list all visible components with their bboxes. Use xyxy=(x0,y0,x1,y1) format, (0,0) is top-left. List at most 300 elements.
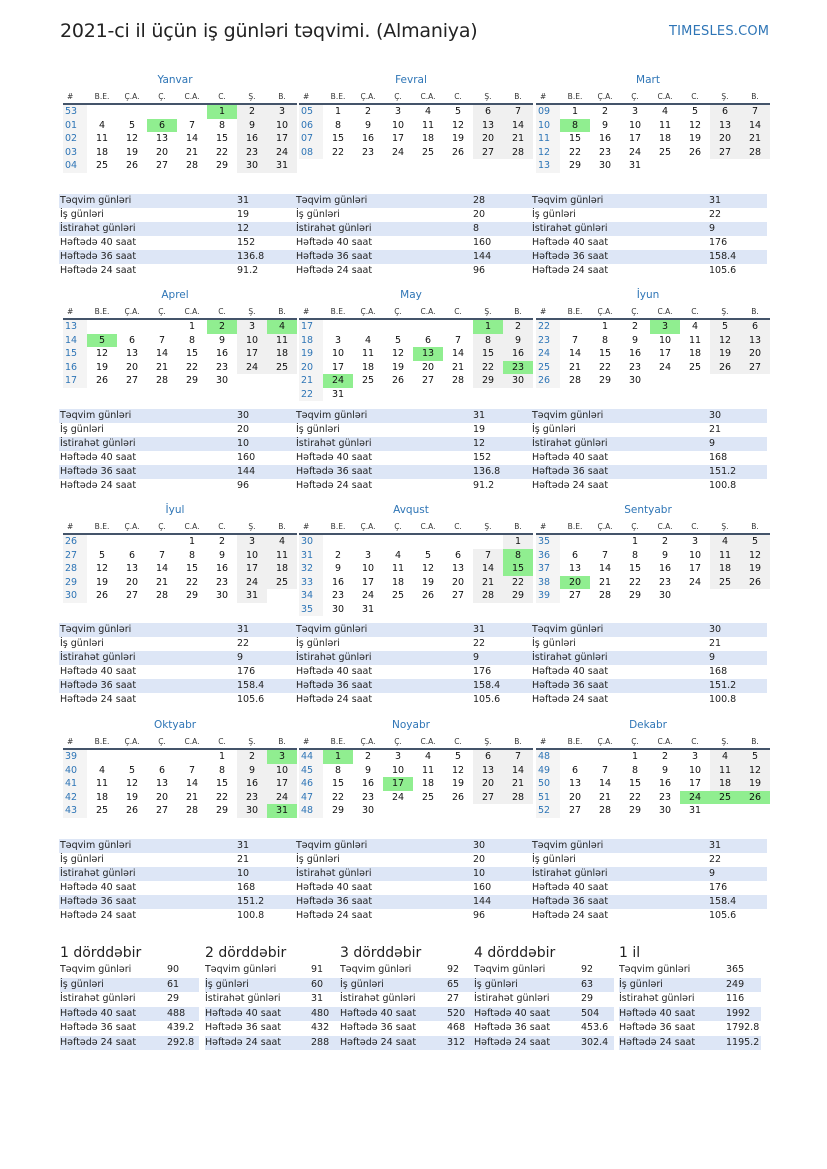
stat-label: Həftədə 40 saat xyxy=(296,237,373,248)
day-cell: 9 xyxy=(503,334,533,348)
quarter-label: İş günləri xyxy=(340,978,384,990)
day-cell: 5 xyxy=(454,751,462,762)
stat-value: 21 xyxy=(709,424,722,435)
day-cell: 18 xyxy=(710,777,740,791)
day-cell: 3 xyxy=(237,319,267,334)
day-cell: 31 xyxy=(361,603,375,615)
weekday-header: B. xyxy=(503,90,533,104)
week-number: 13 xyxy=(536,159,560,173)
week-number: 17 xyxy=(63,374,87,388)
day-cell: 10 xyxy=(267,119,297,133)
day-cell: 13 xyxy=(568,778,582,789)
stat-row xyxy=(295,409,531,423)
week-number: 48 xyxy=(299,804,323,818)
stat-row xyxy=(59,651,295,665)
day-cell: 22 xyxy=(185,361,199,373)
day-cell: 18 xyxy=(421,778,435,789)
week-number: 42 xyxy=(63,791,87,805)
day-cell: 17 xyxy=(331,361,345,373)
stat-label: Həftədə 24 saat xyxy=(532,265,609,276)
stat-value: 168 xyxy=(237,882,256,893)
day-cell: 10 xyxy=(267,764,297,778)
day-cell: 17 xyxy=(267,777,297,791)
month-name: Noyabr xyxy=(392,719,430,731)
month-6 xyxy=(536,286,760,388)
weekday-header: B. xyxy=(740,90,770,104)
day-cell: 16 xyxy=(361,778,375,789)
day-cell xyxy=(117,534,147,549)
weekday-header: Ç. xyxy=(620,90,650,104)
week-row xyxy=(63,374,297,388)
day-cell: 24 xyxy=(361,590,375,601)
day-cell: 3 xyxy=(334,334,342,346)
day-cell: 1 xyxy=(188,536,196,547)
day-cell: 26 xyxy=(391,375,405,386)
day-cell xyxy=(87,319,117,334)
day-cell: 22 xyxy=(215,791,229,803)
day-cell: 21 xyxy=(598,576,612,588)
stat-label: Həftədə 40 saat xyxy=(532,452,609,463)
stat-row xyxy=(295,867,531,881)
stat-row xyxy=(531,264,767,278)
weekday-header: C.A. xyxy=(177,90,207,104)
day-cell: 8 xyxy=(218,764,226,776)
month-9 xyxy=(536,501,760,603)
stat-row xyxy=(531,909,767,923)
week-row xyxy=(63,132,297,146)
weekday-header: Ç.A. xyxy=(590,735,620,749)
stat-row xyxy=(531,665,767,679)
day-cell: 28 xyxy=(451,375,465,386)
weekday-header: B. xyxy=(740,520,770,534)
weekday-header: Ç. xyxy=(147,90,177,104)
quarter-row xyxy=(205,963,343,978)
week-number: 02 xyxy=(63,132,87,146)
stat-label: İş günləri xyxy=(532,638,576,649)
month-table xyxy=(536,90,770,173)
day-cell: 30 xyxy=(658,805,672,816)
stat-row xyxy=(531,895,767,909)
week-number: 23 xyxy=(536,334,560,348)
week-number: 50 xyxy=(536,777,560,791)
month-stats xyxy=(295,409,531,493)
week-number: 07 xyxy=(299,132,323,146)
stat-row xyxy=(59,465,295,479)
stat-value: 136.8 xyxy=(473,466,501,477)
day-cell: 12 xyxy=(688,119,702,131)
day-cell: 15 xyxy=(503,562,533,576)
day-cell: 13 xyxy=(473,764,503,778)
day-cell: 7 xyxy=(188,119,196,131)
week-row xyxy=(536,119,770,133)
day-cell: 29 xyxy=(598,375,612,386)
quarter-value: 92 xyxy=(447,964,460,975)
stat-row xyxy=(531,194,767,208)
stat-value: 176 xyxy=(237,666,256,677)
quarter-value: 29 xyxy=(167,993,180,1004)
day-cell: 8 xyxy=(473,334,503,348)
day-cell: 5 xyxy=(740,749,770,764)
day-cell: 6 xyxy=(424,334,432,346)
day-cell xyxy=(147,749,177,764)
day-cell: 18 xyxy=(95,791,109,803)
quarter-label: İş günləri xyxy=(60,978,104,990)
week-number: 06 xyxy=(299,119,323,133)
stat-label: Təqvim günləri xyxy=(532,410,604,421)
stat-label: Həftədə 40 saat xyxy=(60,882,137,893)
stat-row xyxy=(295,881,531,895)
month-2 xyxy=(299,71,523,159)
weekday-header: Ç. xyxy=(620,520,650,534)
weekday-header: Ş. xyxy=(473,90,503,104)
weekday-header: # xyxy=(299,520,323,534)
day-cell: 22 xyxy=(503,576,533,590)
week-row xyxy=(299,764,533,778)
quarter-value: 90 xyxy=(167,964,180,975)
stat-label: Həftədə 40 saat xyxy=(296,452,373,463)
week-row xyxy=(536,777,770,791)
stat-label: İş günləri xyxy=(296,209,340,220)
day-cell xyxy=(117,749,147,764)
weekday-header: C. xyxy=(443,305,473,319)
day-cell: 17 xyxy=(267,132,297,146)
weekday-header: B.E. xyxy=(87,90,117,104)
day-cell: 27 xyxy=(473,146,503,160)
day-cell: 8 xyxy=(188,549,196,561)
quarter-label: Təqvim günləri xyxy=(619,964,691,975)
stat-row xyxy=(59,451,295,465)
day-cell: 14 xyxy=(568,348,582,359)
quarter-label: Həftədə 24 saat xyxy=(474,1036,551,1048)
weekday-header: C. xyxy=(443,90,473,104)
week-row xyxy=(536,159,770,173)
day-cell: 23 xyxy=(237,791,267,805)
day-cell: 22 xyxy=(331,146,345,158)
day-cell: 7 xyxy=(158,549,166,561)
quarter-label: Həftədə 36 saat xyxy=(619,1022,696,1033)
day-cell: 15 xyxy=(598,348,612,359)
quarter-row xyxy=(619,992,761,1007)
day-cell: 22 xyxy=(215,146,229,158)
weekday-header: B.E. xyxy=(323,735,353,749)
weekday-header: # xyxy=(299,90,323,104)
quarter-row xyxy=(60,963,199,978)
stat-value: 22 xyxy=(709,209,722,220)
site-link[interactable]: TIMESLES.COM xyxy=(669,24,770,39)
stat-row xyxy=(59,693,295,707)
quarter-label: İstirahət günləri xyxy=(619,993,695,1004)
day-cell: 11 xyxy=(710,764,740,778)
week-row xyxy=(299,589,533,603)
week-number: 52 xyxy=(536,804,560,818)
day-cell: 17 xyxy=(237,562,267,576)
day-cell: 30 xyxy=(215,375,229,386)
day-cell: 20 xyxy=(155,791,169,803)
stat-value: 100.8 xyxy=(709,694,737,705)
stat-value: 31 xyxy=(237,195,250,206)
quarter-value: 91 xyxy=(311,964,324,975)
week-number: 37 xyxy=(536,562,560,576)
week-number: 39 xyxy=(536,589,560,603)
day-cell: 20 xyxy=(155,146,169,158)
day-cell: 3 xyxy=(691,536,699,547)
quarter-label: Həftədə 24 saat xyxy=(205,1036,282,1048)
stat-value: 176 xyxy=(709,882,728,893)
stat-row xyxy=(295,451,531,465)
week-number: 51 xyxy=(536,791,560,805)
day-cell: 5 xyxy=(98,549,106,561)
quarter-value: 29 xyxy=(581,993,594,1004)
day-cell: 8 xyxy=(218,119,226,131)
day-cell: 14 xyxy=(473,562,503,576)
weekday-header: Ç. xyxy=(383,305,413,319)
weekday-header: Ş. xyxy=(473,305,503,319)
month-stats xyxy=(295,839,531,923)
week-row xyxy=(63,576,297,590)
day-cell: 17 xyxy=(237,347,267,361)
weekday-header: C. xyxy=(443,735,473,749)
month-name: Aprel xyxy=(161,289,189,301)
stat-label: Təqvim günləri xyxy=(60,195,132,206)
day-cell: 6 xyxy=(473,749,503,764)
day-cell xyxy=(413,388,443,402)
week-number: 39 xyxy=(63,749,87,764)
day-cell: 27 xyxy=(710,146,740,160)
day-cell: 11 xyxy=(710,549,740,563)
day-cell: 19 xyxy=(95,576,109,588)
day-cell: 25 xyxy=(267,361,297,375)
day-cell xyxy=(443,534,473,549)
stat-label: İş günləri xyxy=(532,424,576,435)
day-cell: 4 xyxy=(267,534,297,549)
day-cell: 2 xyxy=(364,751,372,762)
week-number: 40 xyxy=(63,764,87,778)
month-stats xyxy=(59,623,295,707)
week-row xyxy=(63,361,297,375)
stat-row xyxy=(59,679,295,693)
day-cell xyxy=(267,589,297,603)
weekday-header: Ç. xyxy=(147,520,177,534)
day-cell: 4 xyxy=(661,106,669,117)
month-name: Mart xyxy=(636,74,660,86)
week-row xyxy=(63,804,297,818)
quarter-row xyxy=(340,992,477,1007)
day-cell: 19 xyxy=(391,361,405,373)
week-number: 26 xyxy=(63,534,87,549)
week-number: 15 xyxy=(63,347,87,361)
stat-label: İstirahət günləri xyxy=(532,868,608,879)
stat-label: Həftədə 40 saat xyxy=(60,452,137,463)
month-stats xyxy=(531,623,767,707)
stat-row xyxy=(295,194,531,208)
week-row xyxy=(299,534,533,549)
day-cell: 28 xyxy=(740,146,770,160)
stat-value: 31 xyxy=(237,840,250,851)
day-cell: 26 xyxy=(710,361,740,375)
day-cell: 10 xyxy=(391,764,405,776)
day-cell xyxy=(590,749,620,764)
day-cell: 28 xyxy=(473,589,503,603)
day-cell: 13 xyxy=(568,563,582,574)
week-number: 22 xyxy=(536,319,560,334)
stat-row xyxy=(59,881,295,895)
week-row xyxy=(536,334,770,348)
day-cell xyxy=(680,374,710,388)
stat-row xyxy=(295,665,531,679)
quarter-row xyxy=(474,1007,614,1022)
week-number: 49 xyxy=(536,764,560,778)
day-cell: 4 xyxy=(394,549,402,561)
quarter-label: Həftədə 36 saat xyxy=(340,1022,417,1033)
weekday-header: B.E. xyxy=(560,305,590,319)
stat-label: Həftədə 36 saat xyxy=(60,680,137,691)
day-cell xyxy=(413,603,443,617)
day-cell: 11 xyxy=(391,563,405,574)
stat-value: 158.4 xyxy=(473,680,501,691)
day-cell: 10 xyxy=(391,119,405,131)
week-number: 46 xyxy=(299,777,323,791)
day-cell: 18 xyxy=(658,133,672,144)
day-cell: 26 xyxy=(740,576,770,590)
day-cell xyxy=(560,749,590,764)
month-stats xyxy=(531,839,767,923)
month-7 xyxy=(63,501,287,603)
month-table xyxy=(63,735,297,818)
weekday-header: # xyxy=(63,305,87,319)
stat-value: 12 xyxy=(237,223,250,234)
day-cell: 16 xyxy=(598,133,612,144)
stat-value: 168 xyxy=(709,666,728,677)
stat-label: İstirahət günləri xyxy=(296,438,372,449)
stat-label: İş günləri xyxy=(296,638,340,649)
weekday-header: Ç.A. xyxy=(353,520,383,534)
day-cell: 24 xyxy=(628,146,642,158)
quarter-title: 2 dörddəbir xyxy=(205,945,287,961)
weekday-header: # xyxy=(63,735,87,749)
day-cell: 11 xyxy=(95,133,109,144)
stat-row xyxy=(295,679,531,693)
day-cell: 25 xyxy=(658,146,672,158)
stat-value: 136.8 xyxy=(237,251,265,262)
month-12 xyxy=(536,716,760,818)
stat-label: Həftədə 24 saat xyxy=(60,910,137,921)
stat-row xyxy=(59,909,295,923)
week-number: 21 xyxy=(299,374,323,388)
stat-value: 9 xyxy=(473,652,480,663)
week-row xyxy=(63,791,297,805)
quarter-value: 365 xyxy=(726,964,745,975)
week-number: 35 xyxy=(299,603,323,617)
stat-row xyxy=(531,651,767,665)
quarter-value: 1992 xyxy=(726,1007,751,1019)
month-stats xyxy=(59,839,295,923)
day-cell: 3 xyxy=(394,106,402,117)
month-table xyxy=(536,305,770,388)
quarter-title: 4 dörddəbir xyxy=(474,945,556,961)
day-cell: 5 xyxy=(740,534,770,549)
day-cell: 15 xyxy=(215,778,229,789)
day-cell: 21 xyxy=(185,146,199,158)
stat-value: 30 xyxy=(237,410,250,421)
quarter-value: 302.4 xyxy=(581,1036,609,1048)
day-cell: 7 xyxy=(503,749,533,764)
day-cell: 29 xyxy=(473,374,503,388)
day-cell: 15 xyxy=(568,133,582,144)
day-cell: 25 xyxy=(421,146,435,158)
day-cell xyxy=(650,159,680,173)
day-cell: 18 xyxy=(95,146,109,158)
day-cell: 13 xyxy=(473,119,503,133)
month-stats xyxy=(295,194,531,278)
month-stats xyxy=(59,194,295,278)
quarter-row xyxy=(619,1021,761,1036)
day-cell: 29 xyxy=(185,375,199,386)
day-cell: 30 xyxy=(503,374,533,388)
weekday-header: B.E. xyxy=(560,520,590,534)
quarter-row xyxy=(340,978,477,993)
day-cell xyxy=(443,388,473,402)
week-number: 43 xyxy=(63,804,87,818)
stat-row xyxy=(59,264,295,278)
day-cell: 12 xyxy=(710,334,740,348)
weekday-header: Ş. xyxy=(237,735,267,749)
day-cell xyxy=(590,534,620,549)
day-cell: 9 xyxy=(218,334,226,346)
stat-label: İstirahət günləri xyxy=(60,223,136,234)
stat-value: 176 xyxy=(709,237,728,248)
day-cell: 13 xyxy=(125,348,139,359)
quarter-row xyxy=(60,1021,199,1036)
week-number: 53 xyxy=(63,104,87,119)
day-cell: 6 xyxy=(740,319,770,334)
day-cell: 23 xyxy=(237,146,267,160)
week-row xyxy=(63,347,297,361)
week-number: 25 xyxy=(536,361,560,375)
weekday-header: # xyxy=(536,520,560,534)
week-number: 20 xyxy=(299,361,323,375)
day-cell: 19 xyxy=(710,347,740,361)
stat-value: 96 xyxy=(473,910,486,921)
month-name: Yanvar xyxy=(157,74,193,86)
weekday-header: B. xyxy=(267,305,297,319)
stat-label: İstirahət günləri xyxy=(60,868,136,879)
quarter-row xyxy=(340,1007,477,1022)
day-cell: 9 xyxy=(364,119,372,131)
weekday-header: C.A. xyxy=(413,520,443,534)
stat-value: 105.6 xyxy=(709,265,737,276)
day-cell: 2 xyxy=(207,319,237,334)
week-number: 03 xyxy=(63,146,87,160)
stat-label: Həftədə 40 saat xyxy=(60,237,137,248)
month-table xyxy=(63,520,297,603)
quarter-label: Həftədə 24 saat xyxy=(340,1036,417,1048)
stat-value: 160 xyxy=(473,882,492,893)
month-name: Oktyabr xyxy=(153,719,197,731)
quarter-value: 312 xyxy=(447,1036,466,1048)
day-cell: 19 xyxy=(451,133,465,144)
weekday-header: B. xyxy=(503,735,533,749)
day-cell: 7 xyxy=(601,549,609,561)
weekday-header: B. xyxy=(503,520,533,534)
week-row xyxy=(536,146,770,160)
week-number: 27 xyxy=(63,549,87,563)
stat-value: 9 xyxy=(709,438,716,449)
stat-label: İstirahət günləri xyxy=(296,868,372,879)
day-cell: 21 xyxy=(473,576,503,590)
day-cell: 4 xyxy=(710,534,740,549)
stat-value: 20 xyxy=(237,424,250,435)
stat-value: 144 xyxy=(473,896,492,907)
